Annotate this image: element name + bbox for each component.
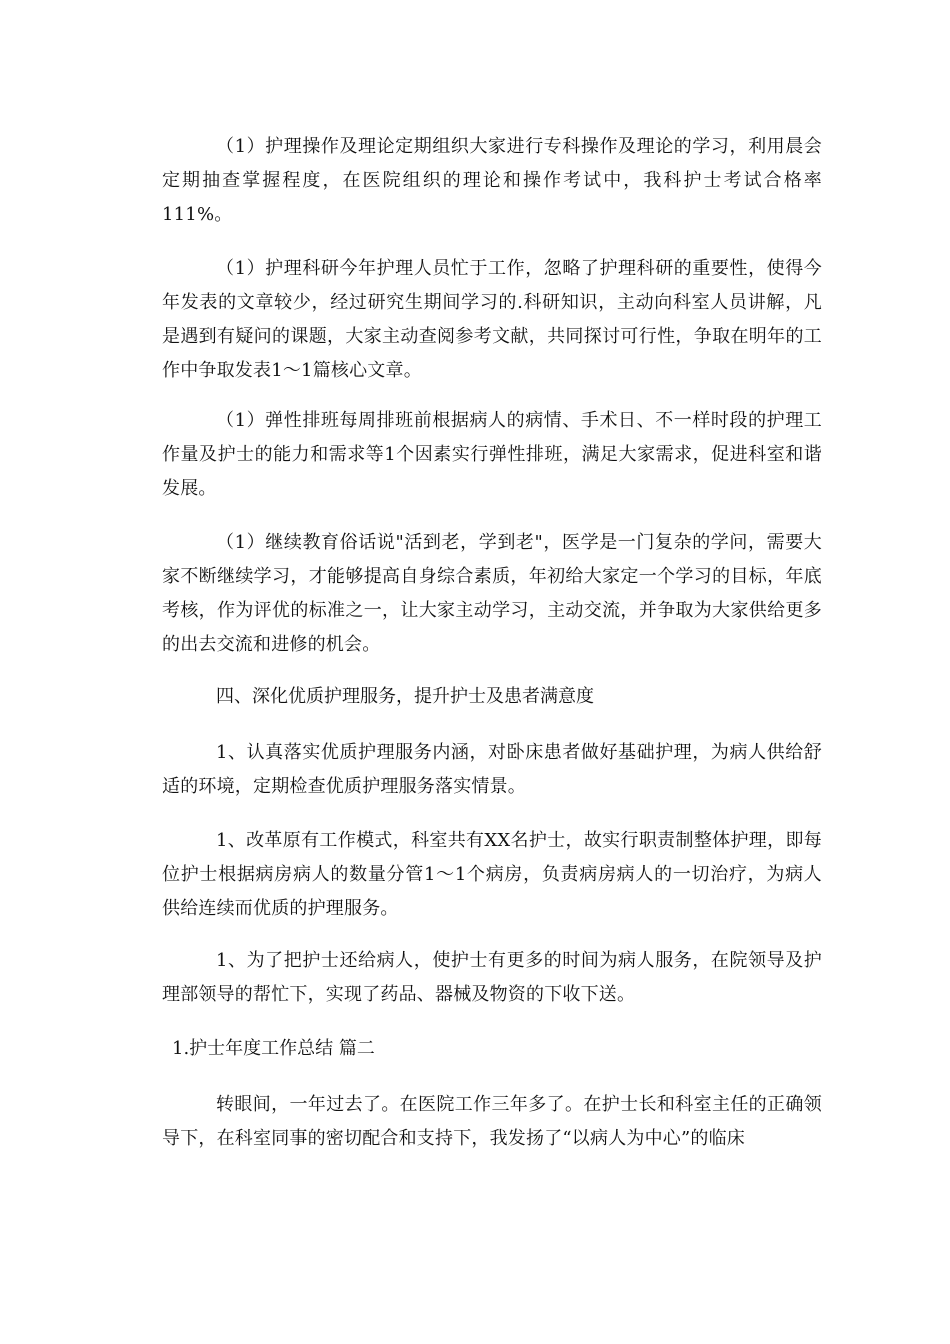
document-subtitle: 1.护士年度工作总结 篇二 xyxy=(172,1038,375,1059)
paragraph-continuing-education: （1）继续教育俗话说"活到老，学到老"，医学是一门复杂的学问，需要大家不断继续学习，才能够提高自身综合素质，年初给大家定一个学习的目标，年底考核，作为评优的标准之一，让大家主动学习，主动交流，并争取为大家供给更多的出去交流和进修的机会。 xyxy=(162,532,822,655)
paragraph-flexible-scheduling: （1）弹性排班每周排班前根据病人的病情、手术日、不一样时段的护理工作量及护士的能力和需求等1个因素实行弹性排班，满足大家需求，促进科室和谐发展。 xyxy=(162,410,822,499)
paragraph-return-nurses-to-patients: 1、为了把护士还给病人，使护士有更多的时间为病人服务，在院领导及护理部领导的帮忙下，实现了药品、器械及物资的下收下送。 xyxy=(162,950,822,1005)
paragraph-year-in-review: 转眼间，一年过去了。在医院工作三年多了。在护士长和科室主任的正确领导下，在科室同事的密切配合和支持下，我发扬了“以病人为中心”的临床 xyxy=(162,1094,822,1149)
section-heading: 四、深化优质护理服务，提升护士及患者满意度 xyxy=(216,686,594,707)
paragraph-nursing-operation-theory: （1）护理操作及理论定期组织大家进行专科操作及理论的学习，利用晨会定期抽查掌握程度，在医院组织的理论和操作考试中，我科护士考试合格率111%。 xyxy=(162,136,822,225)
paragraph-work-model-reform: 1、改革原有工作模式，科室共有XX名护士，故实行职责制整体护理，即每位护士根据病房病人的数量分管1～1个病房，负责病房病人的一切治疗，为病人供给连续而优质的护理服务。 xyxy=(162,830,822,919)
paragraph-nursing-research: （1）护理科研今年护理人员忙于工作，忽略了护理科研的重要性，使得今年发表的文章较少，经过研究生期间学习的.科研知识，主动向科室人员讲解，凡是遇到有疑问的课题，大家主动查阅参考文献，共同探讨可行性，争取在明年的工作中争取发表1～1篇核心文章。 xyxy=(162,258,822,381)
paragraph-quality-care-connotation: 1、认真落实优质护理服务内涵，对卧床患者做好基础护理，为病人供给舒适的环境，定期检查优质护理服务落实情景。 xyxy=(162,742,822,797)
